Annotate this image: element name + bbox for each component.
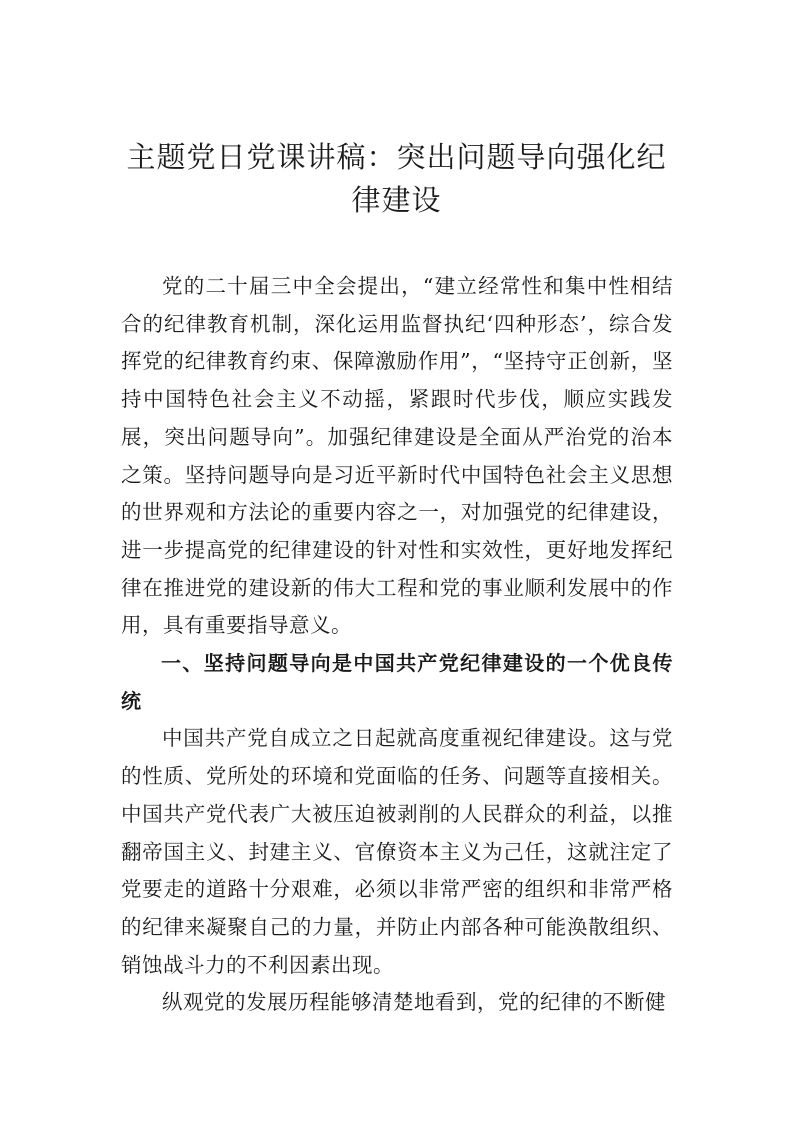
document-body [121, 268, 673, 1022]
section-paragraph-2: 纵观党的发展历程能够清楚地看到，党的纪律的不断健 [162, 990, 666, 1015]
section-heading: 一、坚持问题导向是中国共产党纪律建设的一个优良传统 [121, 651, 673, 713]
intro-paragraph: 党的二十届三中全会提出，“建立经常性和集中性相结合的纪律教育机制，深化运用监督执纪‘四种形态’，综合发挥党的纪律教育约束、保障激励作用”，“坚持守正创新，坚持中国特色社会主义不动摇，紧跟时代步伐，顺应实践发展，突出问题导向”。加强纪律建设是全面从严治党的治本之策。坚持问题导向是习近平新时代中国特色社会主义思想的世界观和方法论的重要内容之一，对加强党的纪律建设，进一步提高党的纪律建设的针对性和实效性，更好地发挥纪律在推进党的建设新的伟大工程和党的事业顺利发展中的作用，具有重要指导意义。 [121, 274, 673, 638]
section-paragraph-1: 中国共产党自成立之日起就高度重视纪律建设。这与党的性质、党所处的环境和党面临的任务、问题等直接相关。中国共产党代表广大被压迫被剥削的人民群众的利益，以推翻帝国主义、封建主义、官僚资本主义为己任，这就注定了党要走的道路十分艰难，必须以非常严密的组织和非常严格的纪律来凝聚自己的力量，并防止内部各种可能涣散组织、销蚀战斗力的不利因素出现。 [121, 726, 673, 977]
document-title: 主题党日党课讲稿：突出问题导向强化纪律建设 [126, 140, 667, 217]
